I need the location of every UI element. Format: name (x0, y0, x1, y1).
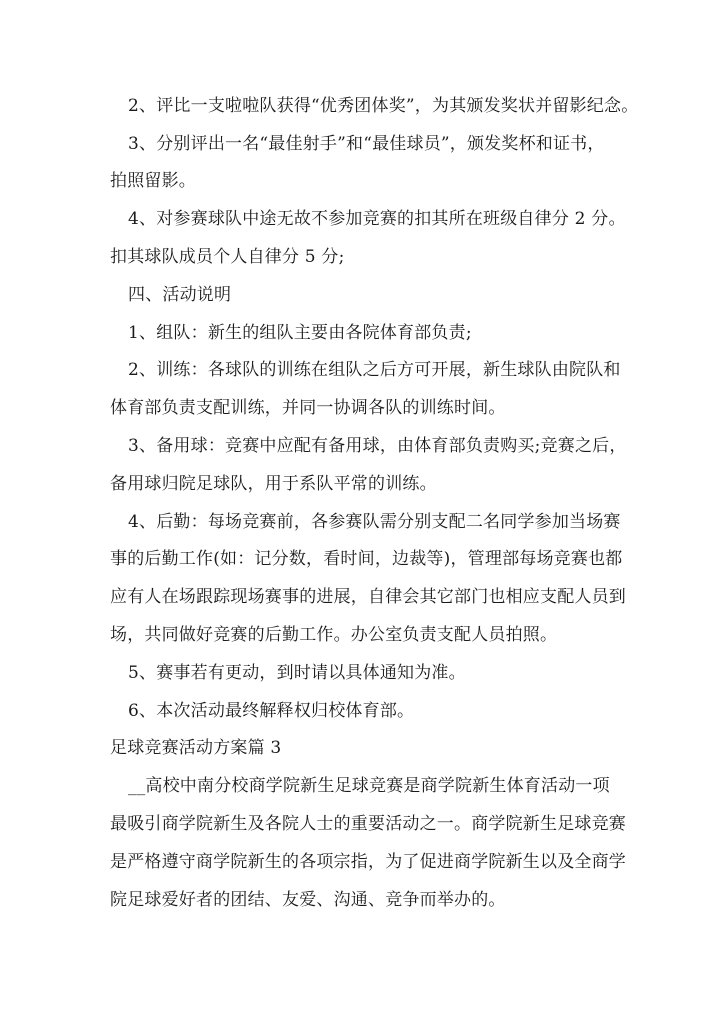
text-line: 是严格遵守商学院新生的各项宗指，为了促进商学院新生以及全商学 (110, 852, 626, 872)
text-line: 2、评比一支啦啦队获得“优秀团体奖”，为其颁发奖状并留影纪念。 (128, 96, 639, 116)
text-line: 4、后勤：每场竞赛前，各参赛队需分别支配二名同学参加当场赛 (128, 512, 621, 532)
text-line: 场，共同做好竞赛的后勤工作。办公室负责支配人员拍照。 (110, 625, 558, 645)
text-line: 应有人在场跟踪现场赛事的进展，自律会其它部门也相应支配人员到 (110, 587, 626, 607)
text-line: 1、组队：新生的组队主要由各院体育部负责; (128, 323, 472, 343)
text-line: 6、本次活动最终解释权归校体育部。 (128, 701, 415, 721)
text-line: 事的后勤工作(如：记分数，看时间，边裁等)，管理部每场竞赛也都 (110, 549, 623, 569)
text-line: 最吸引商学院新生及各院人士的重要活动之一。商学院新生足球竞赛 (110, 814, 626, 834)
text-line: 扣其球队成员个人自律分 5 分; (110, 247, 345, 267)
text-line: 5、赛事若有更动，到时请以具体通知为准。 (128, 663, 466, 683)
text-line: 备用球归院足球队，用于系队平常的训练。 (110, 474, 437, 494)
section-title: 足球竞赛活动方案篇 3 (110, 738, 282, 758)
text-line: 2、训练：各球队的训练在组队之后方可开展，新生球队由院队和 (128, 360, 621, 380)
text-line: 体育部负责支配训练，并同一协调各队的训练时间。 (110, 398, 506, 418)
text-line: 拍照留影。 (110, 171, 196, 191)
section-heading: 四、活动说明 (128, 285, 232, 305)
text-line: 4、对参赛球队中途无故不参加竞赛的扣其所在班级自律分 2 分。 (128, 209, 626, 229)
text-line: 3、分别评出一名“最佳射手”和“最佳球员”，颁发奖杯和证书， (128, 134, 605, 154)
text-line: 3、备用球：竞赛中应配有备用球，由体育部负责购买;竞赛之后， (128, 436, 627, 456)
text-line: __高校中南分校商学院新生足球竞赛是商学院新生体育活动一项 (128, 776, 610, 796)
text-line: 院足球爱好者的团结、友爱、沟通、竞争而举办的。 (110, 890, 506, 910)
